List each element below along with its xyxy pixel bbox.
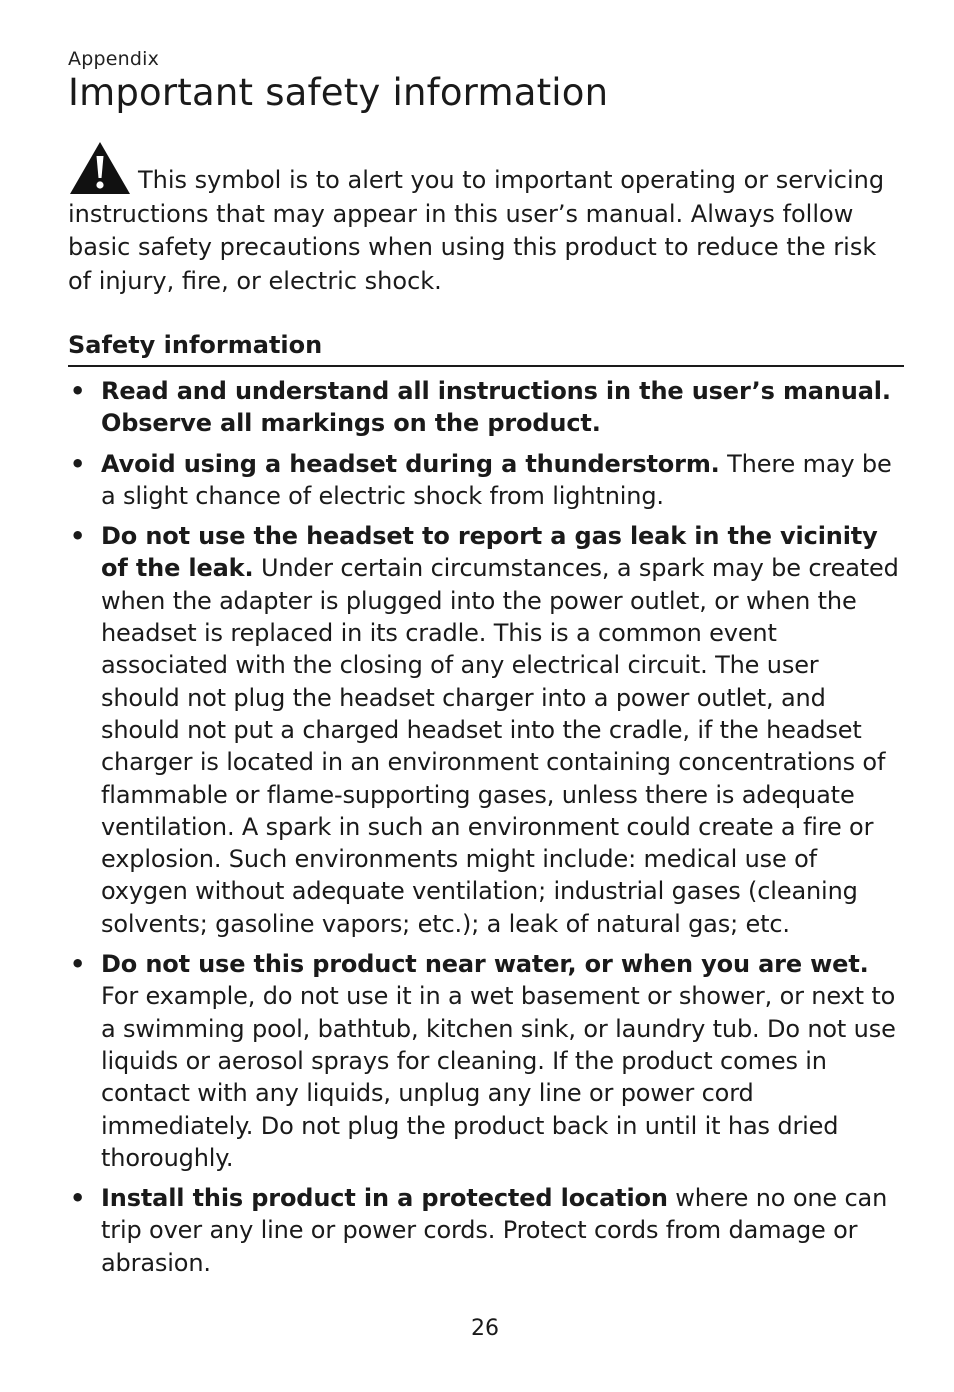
section-label: Appendix — [68, 48, 160, 70]
list-item — [68, 448, 904, 513]
intro-paragraph — [68, 140, 904, 298]
list-item — [68, 375, 904, 440]
bullet-icon: • — [70, 1184, 86, 1213]
item-bold-text: Install this product in a protected location — [101, 1184, 668, 1213]
page-number: 26 — [471, 1316, 499, 1341]
bullet-icon: • — [70, 522, 86, 551]
item-bold-text: Avoid using a headset during a thunderstorm. — [101, 449, 720, 478]
warning-triangle-icon — [68, 140, 132, 196]
intro-text: This symbol is to alert you to important operating or servicing instructions that may appear in this user’s manual. Always follow basic safety precautions when using this product to reduce the risk of injury, fire, or electric shock. — [68, 166, 885, 295]
item-bold-text: Do not use this product near water, or when you are wet. — [101, 950, 869, 979]
item-text: where no one can trip over any line or power cords. Protect cords from damage or abrasion. — [101, 1184, 888, 1277]
list-item — [68, 520, 904, 940]
page-title: Important safety information — [68, 71, 609, 114]
item-text: There may be a slight chance of electric shock from lightning. — [101, 449, 892, 510]
list-item — [68, 948, 904, 1174]
bullet-icon: • — [70, 950, 86, 979]
item-bold-text: Read and understand all instructions in the user’s manual. Observe all markings on the product. — [101, 377, 891, 438]
safety-bullet-list — [68, 375, 904, 1287]
safety-information-heading: Safety information — [68, 328, 904, 367]
bullet-icon: • — [70, 449, 86, 478]
item-text: For example, do not use it in a wet basement or shower, or next to a swimming pool, bathtub, kitchen sink, or laundry tub. Do not use liquids or aerosol sprays for cleaning. If the product comes in contact with any liquids, unplug any line or power cord immediately. Do not plug the product back in until it has dried thoroughly. — [101, 982, 896, 1172]
list-item — [68, 1182, 904, 1279]
bullet-icon: • — [70, 377, 86, 405]
item-text: Under certain circumstances, a spark may be created when the adapter is plugged into the power outlet, or when the headset is replaced in its cradle. This is a common event associated with the closing of any electrical circuit. The user should not plug the headset charger into a power outlet, and should not put a charged headset into the cradle, if the headset charger is located in an environment containing concentrations of flammable or flame-supporting gases, unless there is adequate ventilation. A spark in such an environment could create a fire or explosion. Such environments might include: medical use of oxygen without adequate ventilation; industrial gases (cleaning solvents; gasoline vapors; etc.); a leak of natural gas; etc. — [101, 554, 899, 938]
item-bold-text: Do not use the headset to report a gas leak in the vicinity of the leak. — [101, 522, 878, 583]
